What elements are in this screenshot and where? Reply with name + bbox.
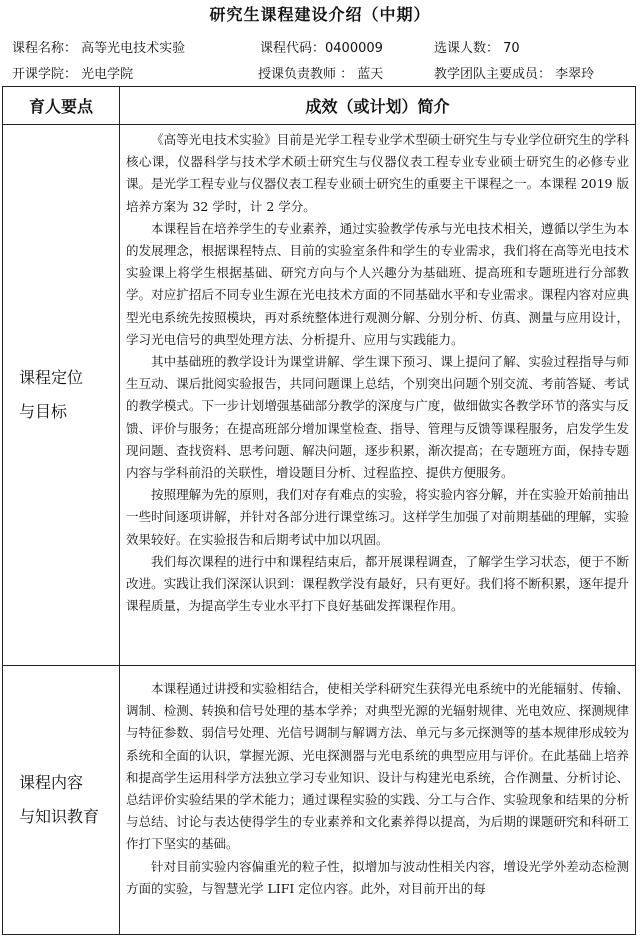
section-body-content (120, 666, 636, 935)
header-education-points: 育人要点 (3, 87, 120, 125)
section-content-row (3, 666, 636, 935)
section-body-positioning (120, 125, 636, 666)
header-results-summary: 成效（或计划）简介 (120, 87, 636, 125)
paragraph: 其中基础班的教学设计为课堂讲解、学生课下预习、课上提问了解、实验过程指导与师生互动、课后批阅实验报告，共同问题课上总结，个别突出问题个别交流、考前答疑、考试的教学模式。下一步计划增强基础部分教学的深度与广度，做细做实各教学环节的落实与反馈、评价与服务；在提高班部分增加课堂检查、指导、管理与反馈等课程服务，启发学生发现问题、查找资料、思考问题、解决问题，逐步积累，渐次提高；在专题班方面，保持专题内容与学科前沿的关联性，增设题目分析、过程监控、提供方便服务。 (126, 354, 629, 481)
paragraph: 按照理解为先的原则，我们对存有难点的实验，将实验内容分解，并在实验开始前抽出一些时间逐项讲解，并针对各部分进行课堂练习。这样学生加强了对前期基础的理解，实验效果较好。在实验报告和后期考试中加以巩固。 (126, 487, 629, 547)
teaching-team: 教学团队主要成员： 李翠玲 (434, 67, 595, 82)
table-header-row (3, 87, 636, 125)
paragraph: 《高等光电技术实验》目前是光学工程专业学术型硕士研究生与专业学位研究生的学科核心课，仪器科学与技术学术硕士研究生与仪器仪表工程专业专业硕士研究生的必修专业课。是光学工程专业与仪器仪表工程专业硕士研究生的重要主干课程之一。本课程 2019 版培养方案为 32 学时，计 2 学分。 (126, 132, 629, 214)
section-label-content (3, 666, 120, 935)
course-table (2, 86, 636, 935)
section-positioning-row (3, 125, 636, 666)
section-label-positioning (3, 125, 120, 666)
section-label-line: 课程定位 (19, 368, 84, 387)
page-title: 研究生课程建设介绍（中期） (209, 5, 431, 24)
section-label-line: 与目标 (19, 402, 68, 421)
course-name: 课程名称： 高等光电技术实验 (12, 41, 186, 56)
lead-teacher: 授课负责教师 ： 蓝天 (258, 67, 384, 82)
paragraph: 本课程通过讲授和实验相结合，使相关学科研究生获得光电系统中的光能辐射、传输、调制、检测、转换和信号处理的基本学养；对典型光源的光辐射规律、光电效应、探测规律与特征参数、弱信号处理、光信号调制与解调方法、单元与多元探测等的基本规律形成较为系统和全面的认识，掌握光源、光电探测器与光电系统的典型应用与评价。在此基础上培养和提高学生运用科学方法独立学习专业知识、设计与构建光电系统，合作测量、分析讨论、总结评价实验结果的学术能力；通过课程实验的实践、分工与合作、实验现象和结果的分析与总结、讨论与表达使得学生的专业素养和文化素养得以提高，为后期的课题研究和科研工作打下坚实的基础。 (126, 681, 629, 852)
paragraph: 针对目前实验内容偏重光的粒子性，拟增加与波动性相关内容，增设光学外差动态检测方面的实验，与智慧光学 LIFI 定位内容。此外，对目前开出的每 (126, 858, 629, 896)
section-label-line: 课程内容 (19, 773, 84, 792)
paragraph: 本课程旨在培养学生的专业素养，通过实验教学传承与光电技术相关，遵循以学生为本的发展理念，根据课程特点、目前的实验室条件和学生的专业需求，我们将在高等光电技术实验课上将学生根据基础、研究方向与个人兴趣分为基础班、提高班和专题班进行分部教学。对应扩招后不同专业生源在光电技术方面的不同基础水平和专业需求。课程内容对应典型光电系统先按照模块，再对系统整体进行观测分解、分别分析、仿真、测量与应用设计，学习光电信号的典型处理方法、分析提升、应用与实践能力。 (126, 220, 629, 347)
enrollment-count: 选课人数： 70 (434, 41, 520, 56)
paragraph: 我们每次课程的进行中和课程结束后，都开展课程调查，了解学生学习状态，便于不断改进。实践让我们深深认识到：课程教学没有最好，只有更好。我们将不断积累，逐年提升课程质量，为提高学生专业水平打下良好基础发挥课程作用。 (126, 553, 629, 614)
college: 开课学院： 光电学院 (12, 67, 134, 82)
section-label-line: 与知识教育 (19, 807, 100, 826)
course-code: 课程代码：0400009 (260, 41, 383, 56)
